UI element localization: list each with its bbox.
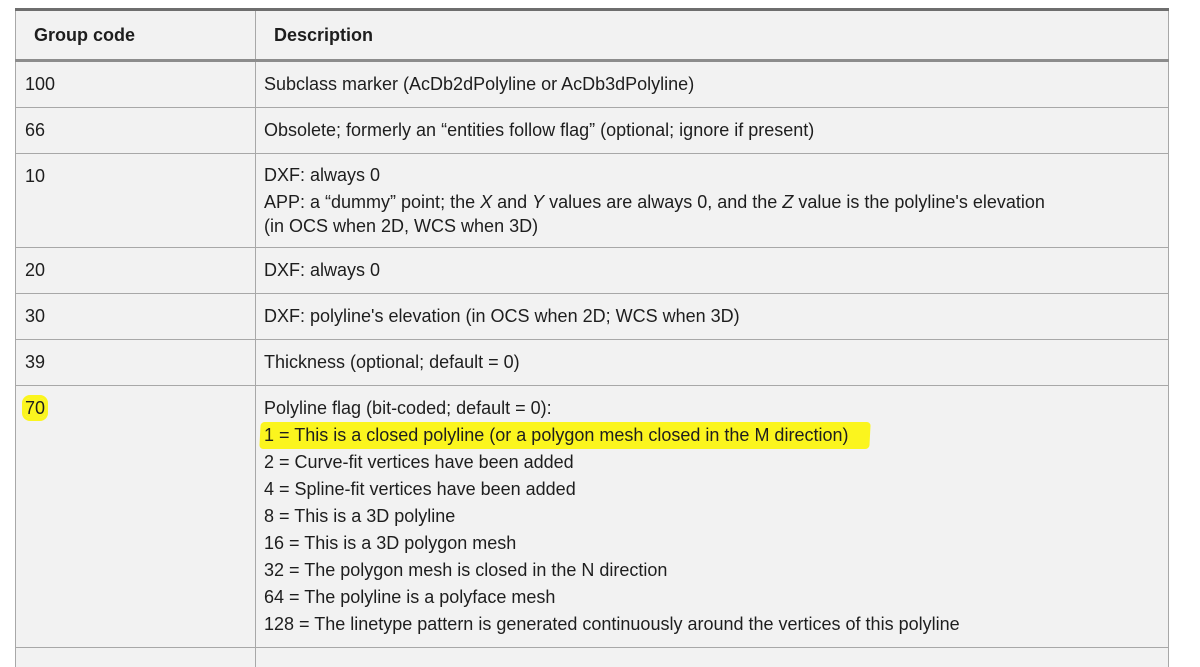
table-row <box>16 248 1169 294</box>
description-cell <box>256 340 1169 386</box>
description-cell <box>256 294 1169 340</box>
description-cell <box>256 154 1169 248</box>
group-code-cell: 20 <box>16 248 256 294</box>
flag-heading: Polyline flag (bit-coded; default = 0): <box>264 398 552 418</box>
flag-item-32: 32 = The polygon mesh is closed in the N direction <box>264 560 668 580</box>
description-text-app <box>264 190 1160 214</box>
table-row-polyline-flag <box>16 386 1169 648</box>
group-code-table <box>15 8 1169 667</box>
flag-item-16: 16 = This is a 3D polygon mesh <box>264 533 517 553</box>
description-text: DXF: always 0 <box>264 165 381 185</box>
description-cell-empty <box>256 648 1169 667</box>
group-code-cell: 10 <box>16 154 256 248</box>
description-text: Subclass marker (AcDb2dPolyline or AcDb3dPolyline) <box>264 74 695 94</box>
header-description: Description <box>256 10 1169 61</box>
description-text: Thickness (optional; default = 0) <box>264 352 520 372</box>
table-row <box>16 154 1169 248</box>
flag-item-64: 64 = The polyline is a polyface mesh <box>264 587 556 607</box>
group-code-cell: 39 <box>16 340 256 386</box>
app-var-x: X <box>480 192 493 212</box>
description-text: Obsolete; formerly an “entities follow flag” (optional; ignore if present) <box>264 120 815 140</box>
app-var-y: Y <box>532 192 545 212</box>
description-cell <box>256 386 1169 648</box>
table-row <box>16 108 1169 154</box>
app-text-part: value is the polyline's elevation <box>793 192 1045 212</box>
description-text: DXF: polyline's elevation (in OCS when 2D; WCS when 3D) <box>264 306 740 326</box>
app-text-part: and <box>492 192 533 212</box>
description-cell <box>256 108 1169 154</box>
flag-item-2: 2 = Curve-fit vertices have been added <box>264 452 574 472</box>
table-row-partial <box>16 648 1169 667</box>
table-header-row <box>16 10 1169 61</box>
highlight-mark <box>259 422 871 449</box>
description-cell <box>256 248 1169 294</box>
flag-item-1 <box>264 422 1160 449</box>
description-text-app-cont: (in OCS when 2D, WCS when 3D) <box>264 216 539 236</box>
flag-item-128: 128 = The linetype pattern is generated continuously around the vertices of this polyline <box>264 614 960 634</box>
table-row <box>16 294 1169 340</box>
app-text-part: values are always 0, and the <box>544 192 783 212</box>
description-cell <box>256 61 1169 108</box>
table-row <box>16 61 1169 108</box>
group-code-cell <box>16 386 256 648</box>
highlighted-group-code: 70 <box>25 398 46 418</box>
table-row <box>16 340 1169 386</box>
header-group-code: Group code <box>16 10 256 61</box>
highlighted-flag-text: 1 = This is a closed polyline (or a polygon mesh closed in the M direction) <box>264 425 849 445</box>
group-code-cell: 30 <box>16 294 256 340</box>
group-code-cell: 100 <box>16 61 256 108</box>
group-code-cell: 66 <box>16 108 256 154</box>
flag-item-4: 4 = Spline-fit vertices have been added <box>264 479 576 499</box>
app-text-part: APP: a “dummy” point; the <box>264 192 481 212</box>
group-code-cell-empty <box>16 648 256 667</box>
flag-item-8: 8 = This is a 3D polyline <box>264 506 456 526</box>
description-text: DXF: always 0 <box>264 260 381 280</box>
app-var-z: Z <box>782 192 794 212</box>
